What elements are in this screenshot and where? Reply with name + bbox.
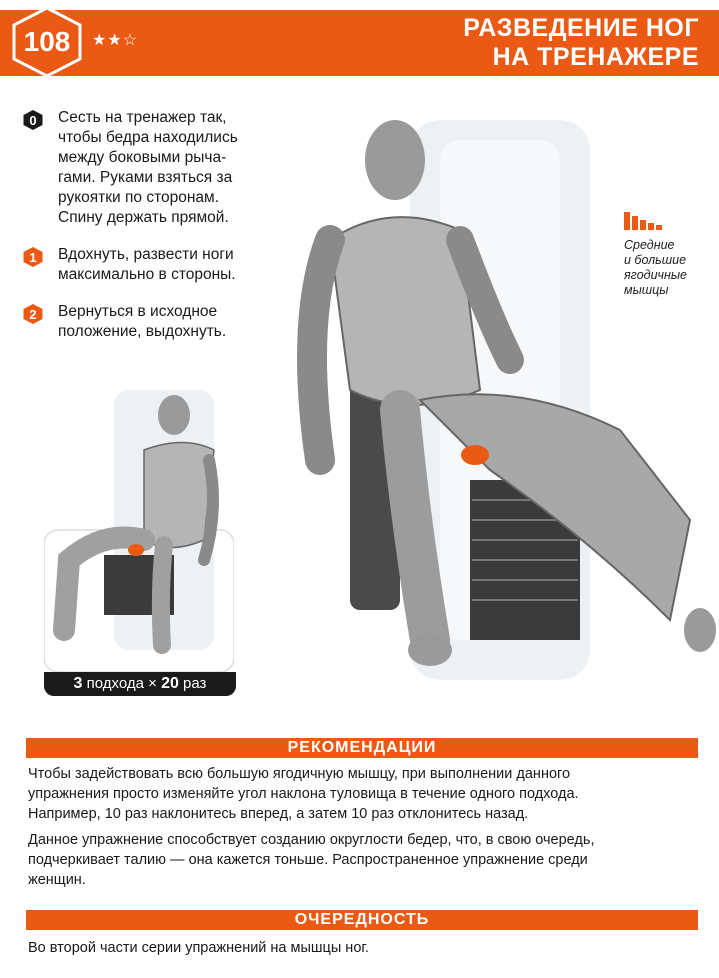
reps-count: 20	[161, 675, 179, 692]
step-text: Вдохнуть, развести ноги максимально в стороны.	[58, 246, 236, 283]
sets-reps-badge	[44, 672, 236, 696]
bar-chart-icon	[624, 210, 714, 230]
order-text: Во второй части серии упражнений на мышцы ног.	[28, 940, 369, 956]
step-marker-icon	[22, 109, 44, 131]
recommendations-heading: РЕКОМЕНДАЦИИ	[26, 738, 698, 758]
step-text: Сесть на тренажер так, чтобы бедра находились между боковыми рыча- гами. Руками взяться за рукоятки по сторонам. Спину держать прямой.	[58, 109, 238, 226]
page-number: 108	[23, 26, 71, 57]
recommendations-paragraph-2: Данное упражнение способствует созданию округлости бедер, что, в свою очередь, подчеркивает талию — она кажется тоньше. Распространенное упражнение среди женщин.	[28, 832, 595, 888]
sets-count: 3	[73, 675, 83, 692]
main-exercise-illustration	[290, 100, 719, 700]
title-line-2: НА ТРЕНАЖЕРЕ	[492, 43, 699, 71]
secondary-exercise-illustration	[44, 390, 234, 690]
order-heading: ОЧЕРЕДНОСТЬ	[26, 910, 698, 930]
step-marker-icon	[22, 303, 44, 325]
difficulty-stars: ★★☆	[92, 32, 139, 49]
step-marker-number: 0	[29, 113, 37, 128]
reps-word: раз	[183, 675, 207, 692]
muscle-legend	[624, 210, 714, 298]
header	[0, 0, 719, 80]
step-text: Вернуться в исходное положение, выдохнуть.	[58, 303, 227, 340]
page-title	[463, 14, 699, 72]
recommendations-paragraph-1: Чтобы задействовать всю большую ягодичную мышцу, при выполнении данного упражнения просто изменяйте угол наклона туловища в течение одного подхода. Например, 10 раз наклонитесь вперед, а затем 10 раз отклонитесь назад.	[28, 766, 579, 822]
muscle-label: Средние и большие ягодичные мышцы	[624, 238, 688, 297]
step-marker-icon	[22, 246, 44, 268]
sets-word: подхода	[86, 675, 144, 692]
title-line-1: РАЗВЕДЕНИЕ НОГ	[463, 14, 699, 42]
step-marker-number: 1	[29, 250, 37, 265]
step-marker-number: 2	[29, 307, 37, 322]
times-sign: ×	[148, 675, 157, 692]
